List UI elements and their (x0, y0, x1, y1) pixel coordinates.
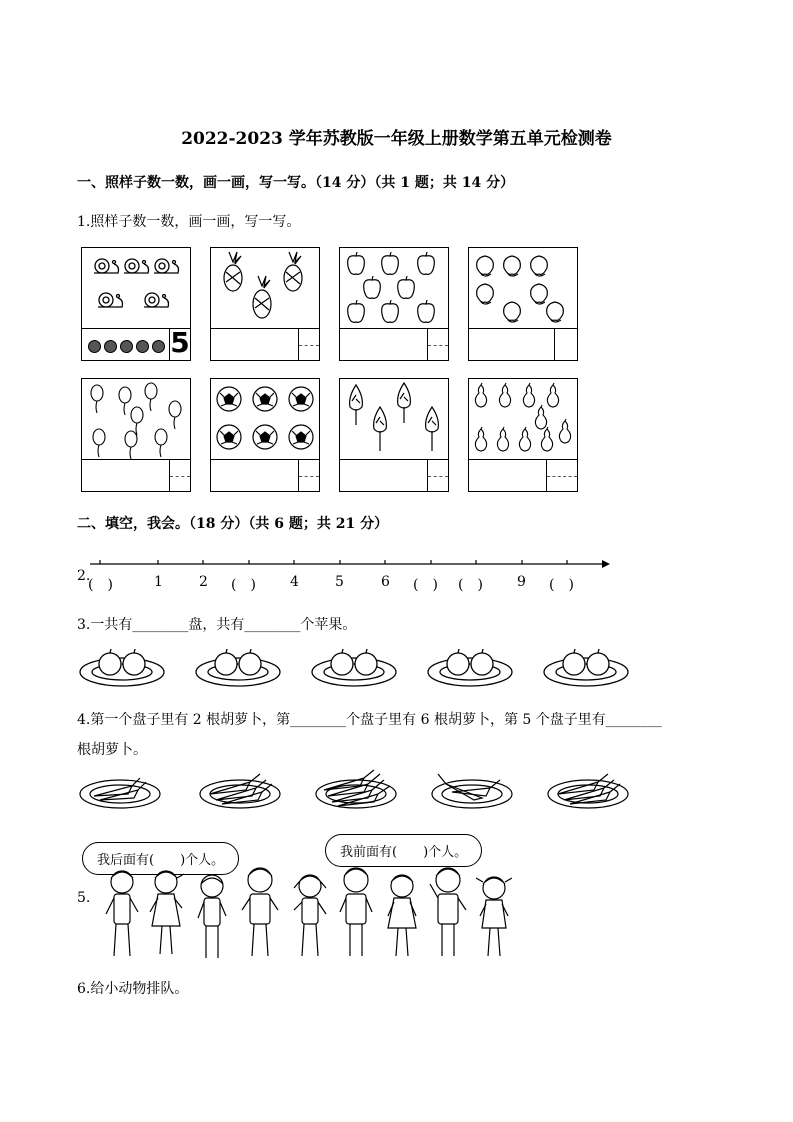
question-4-line2: 根胡萝卜。 (77, 742, 147, 758)
number-line-blank[interactable]: ( ) (458, 577, 483, 593)
question-4-line1: 4.第一个盘子里有 2 根胡萝卜，第________个盘子里有 6 根胡萝卜，第 5 个盘子里有________ (77, 712, 662, 728)
question-6: 6.给小动物排队。 (77, 981, 189, 997)
count-box-soccer-balls[interactable] (210, 378, 320, 492)
section-2-heading: 二、填空，我会。（18 分）（共 6 题；共 21 分） (77, 516, 389, 532)
number-line-label: 5 (335, 574, 344, 590)
soccer-ball-icon (211, 379, 319, 459)
count-box-trees[interactable] (339, 378, 449, 492)
number-line-label: 1 (154, 574, 163, 590)
question-5-label: 5. (77, 890, 91, 906)
section-1-heading: 一、照样子数一数，画一画，写一写。（14 分）（共 1 题；共 14 分） (77, 175, 515, 191)
snail-icon (82, 248, 190, 328)
apple-plates-illustration (78, 644, 638, 690)
number-line-blank[interactable]: ( ) (413, 577, 438, 593)
page-title: 2022-2023 学年苏教版一年级上册数学第五单元检测卷 (181, 129, 612, 149)
children-line-illustration (98, 864, 518, 964)
count-box-balloons[interactable] (81, 378, 191, 492)
count-box-pears[interactable] (468, 378, 578, 492)
number-line-blank[interactable]: ( ) (549, 577, 574, 593)
count-box-peaches[interactable] (468, 247, 578, 361)
question-3: 3.一共有________盘，共有________个苹果。 (77, 617, 357, 633)
sample-number: 5 (170, 326, 190, 359)
count-box-snails (81, 247, 191, 361)
question-2-label: 2. (77, 568, 91, 584)
pineapple-icon (211, 248, 319, 328)
speech-bubble-left: 我后面有( )个人。 (82, 842, 239, 875)
carrot-plates-illustration (80, 766, 640, 812)
count-box-pineapples[interactable] (210, 247, 320, 361)
tree-icon (340, 379, 448, 459)
number-line-blank[interactable]: ( ) (231, 577, 256, 593)
number-line (90, 558, 610, 578)
number-line-label: 2 (199, 574, 208, 590)
number-line-label: 9 (517, 574, 526, 590)
number-line-label: 4 (290, 574, 299, 590)
number-line-blank[interactable]: ( ) (88, 577, 113, 593)
apple-icon (340, 248, 448, 328)
count-box-apples[interactable] (339, 247, 449, 361)
peach-icon (469, 248, 577, 328)
sample-answer-strip (82, 328, 190, 360)
balloon-icon (82, 379, 190, 463)
question-1: 1.照样子数一数，画一画，写一写。 (77, 214, 301, 230)
sample-number-cell (169, 326, 190, 360)
pear-icon (469, 379, 577, 463)
speech-bubble-right: 我前面有( )个人。 (325, 834, 482, 867)
sample-dots (88, 338, 168, 357)
number-line-label: 6 (381, 574, 390, 590)
